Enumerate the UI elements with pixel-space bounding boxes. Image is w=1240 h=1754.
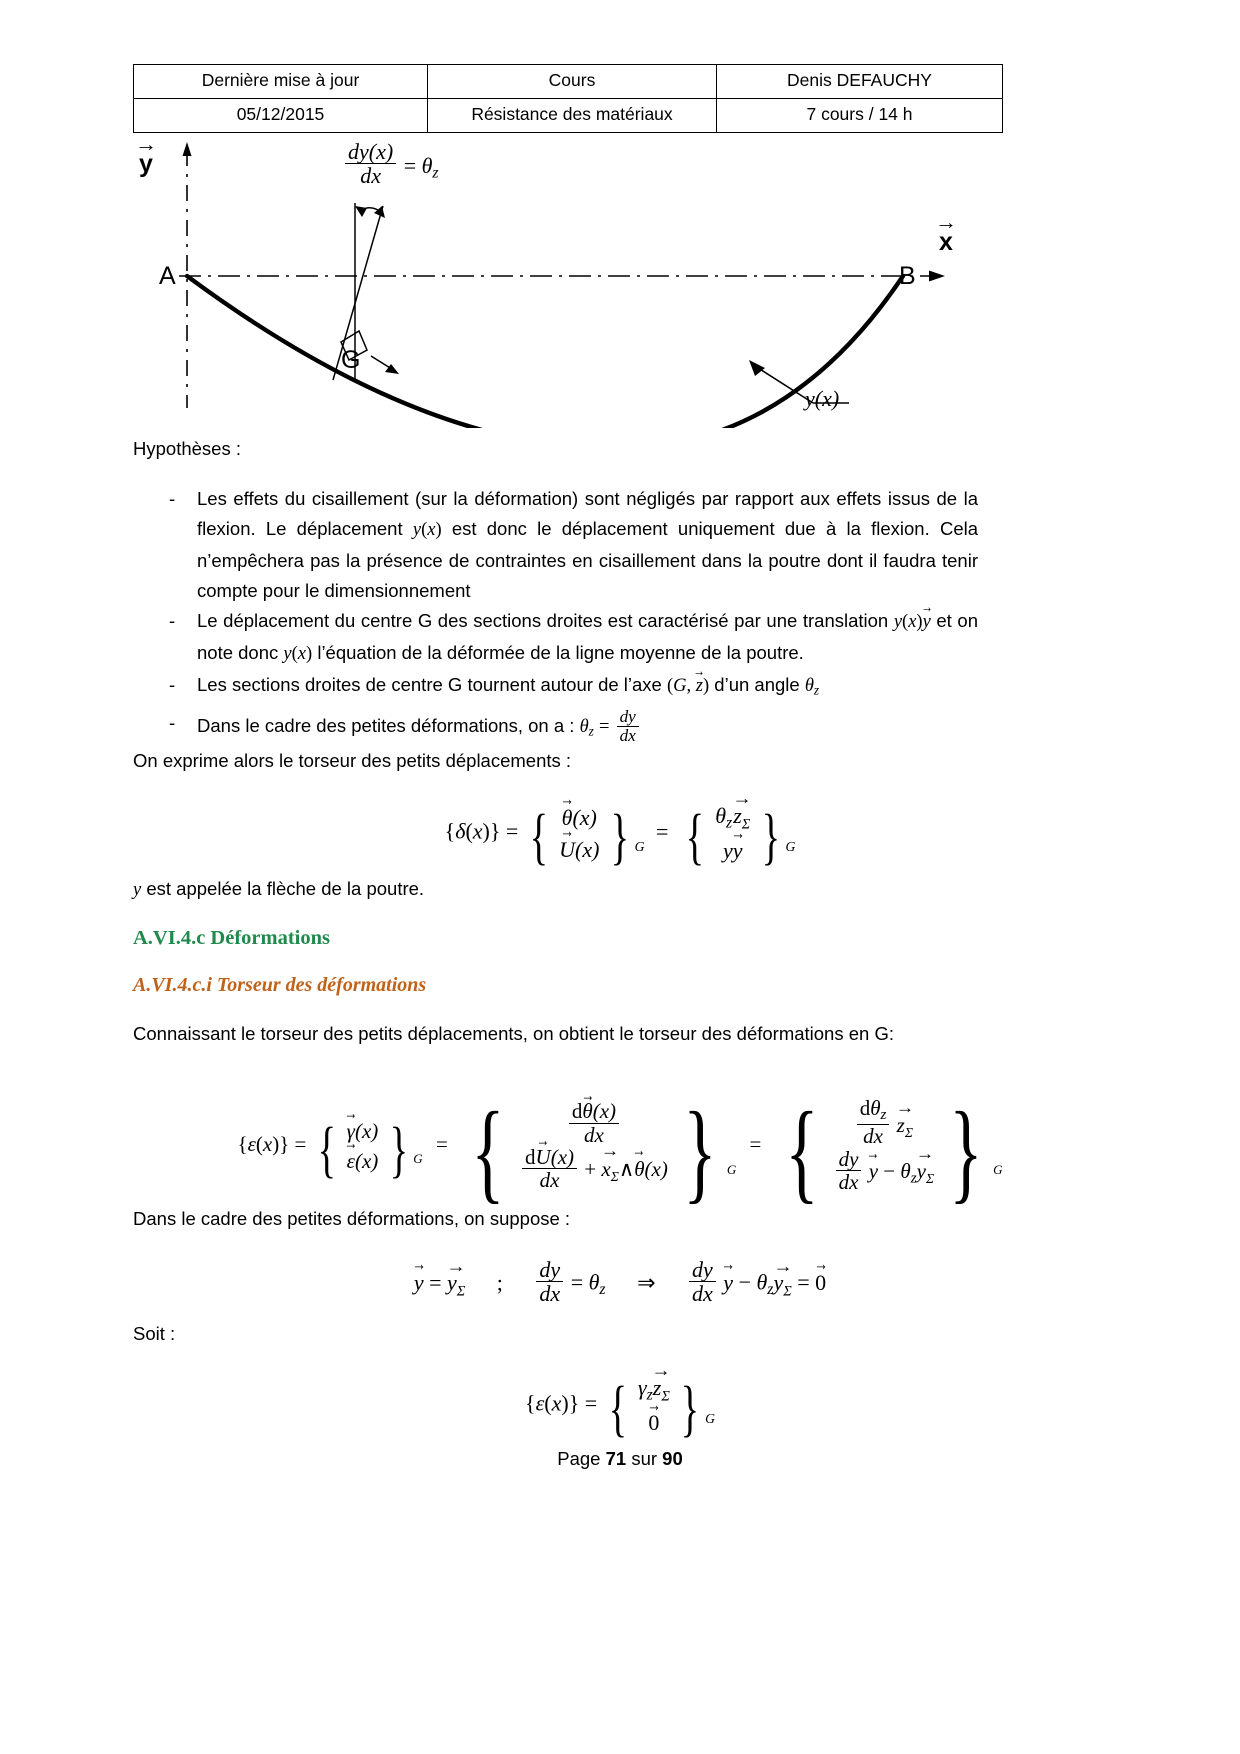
equation-final-torseur [0, 1372, 1240, 1445]
inline-math-equals-1: = [598, 716, 610, 737]
eq1-subscript-G-2: G [785, 838, 796, 854]
eq3-frac-1: $\frac{dy}{dx}$ [536, 1258, 563, 1305]
paragraph-fleche-symbol: y [133, 880, 142, 900]
slope-formula-equals: = [403, 153, 417, 179]
list-bullet-dash: - [169, 609, 176, 631]
eq1-lhs: {δ(x)} = [444, 818, 519, 844]
paragraph-connaissant-text: Connaissant le torseur des petits déplacements, on obtient le torseur des déformations en G: [133, 1023, 894, 1044]
eq1-open-brace-2: { [685, 803, 705, 872]
inline-math-paren-2: ) [435, 519, 442, 540]
eq2-stack-3 [834, 1097, 934, 1195]
eq2-stack-1-bottom: ε →(x) [347, 1146, 379, 1176]
paragraph-fleche [133, 880, 978, 900]
equation-torseur-deformations [0, 1088, 1240, 1217]
eq4-stack-top: $\gamma_zz_\Sigma$ → [638, 1372, 670, 1407]
eq4-stack [638, 1372, 670, 1439]
list-item [133, 670, 978, 702]
header-cell-date: 05/12/2015 [134, 98, 428, 132]
eq1-close-brace-2: } [761, 803, 780, 872]
footer-prefix: Page [557, 1448, 606, 1469]
inline-math-axis: ( [666, 675, 674, 696]
inline-vector-y-1: y → [923, 608, 931, 638]
inline-vector-z-1: z → [696, 672, 703, 702]
eq2-open-brace-3: { [784, 1090, 819, 1214]
x-axis-arrowhead [929, 271, 945, 282]
eq1-open-brace-1: { [529, 803, 548, 872]
eq2-stack-2-bottom: $\frac{dU \to(x)}{dx}$ + $x_\Sigma$ →∧θ →(x) [520, 1146, 668, 1192]
eq1-stack-1 [559, 802, 599, 866]
paragraph-dans-cadre-text: Dans le cadre des petites déformations, on suppose : [133, 1208, 571, 1229]
eq2-close-brace-3: } [949, 1090, 983, 1214]
inline-math-paren-1: ( [421, 519, 428, 540]
bullet-1-text: Les effets du cisaillement (sur la déformation) sont négligés par rapport aux effets issus de la flexion. Le déplacement y(x) est donc le déplacement uniquement due à la flexion. Cela n’empêchera pas la présence de contraintes en cisaillement dans la poutre dont il faudra tenir compte pour le dimensionnement [197, 488, 979, 601]
paragraph-torseur-intro [133, 752, 978, 771]
eq3-theta-sub: z [599, 1281, 606, 1299]
eq4-close-brace: } [680, 1375, 700, 1444]
eq2-stack-2-top: $\frac{d\theta \to(x)}{dx}$ [520, 1100, 668, 1145]
paragraph-soit [133, 1325, 978, 1344]
eq2-stack-2 [520, 1100, 668, 1191]
slope-formula-numerator: dy(x) [348, 139, 394, 164]
eq1-stack-2 [715, 800, 750, 867]
slope-formula-theta-sub: z [432, 164, 439, 182]
inline-math-theta-sub-1: z [813, 682, 820, 698]
footer-page-number: 71 [605, 1448, 627, 1469]
heading-deformations: A.VI.4.c Déformations [133, 927, 330, 949]
beam-diagram-svg [133, 128, 975, 428]
eq1-subscript-G-1: G [634, 838, 645, 854]
inline-math-x-1: x [427, 519, 436, 540]
inline-math-yx-1: y [412, 519, 422, 540]
eq2-open-brace-2: { [471, 1090, 505, 1214]
eq2-stack-3-bottom: $\frac{dy}{dx}$ y → − $\theta_zy_\Sigma$ → [834, 1148, 934, 1195]
eq3-semicolon: ; [496, 1269, 503, 1295]
hypotheses-list [133, 484, 978, 745]
header-table-row-1 [134, 65, 1003, 99]
inline-math-yx-2: y [893, 611, 903, 632]
eq2-subscript-G-2: G [726, 1162, 737, 1178]
slope-formula-denominator: dx [345, 163, 396, 187]
eq3-theta-sub-2: z [767, 1281, 774, 1299]
bullet-4-text: Dans le cadre des petites déformations, on a : $\theta_z$ = $\frac{dy}{dx}$ [197, 715, 641, 736]
eq1-stack-2-bottom: yy → [715, 835, 750, 867]
header-cell-course-label: Cours [428, 65, 717, 99]
header-cell-duration: 7 cours / 14 h [717, 98, 1003, 132]
list-bullet-dash: - [169, 673, 176, 695]
list-bullet-dash: - [169, 711, 176, 733]
inline-fraction-dydx-1: $\frac{dy}{dx}$ [617, 708, 639, 745]
y-axis-arrowhead [183, 142, 192, 156]
point-a-label: A [159, 262, 176, 290]
eq2-subscript-G-3: G [993, 1162, 1003, 1178]
page-footer [0, 1448, 1240, 1470]
point-g-label: G [341, 346, 361, 374]
eq2-lhs: {ε(x)} = [237, 1131, 307, 1156]
list-bullet-dash: - [169, 488, 176, 509]
point-b-label: B [899, 262, 916, 290]
eq2-equals-2: = [749, 1131, 762, 1156]
bullet-2-text: Le déplacement du centre G des sections droites est caractérisé par une translation y(x)y → et on note donc y(x) l’équation de la déformée de la ligne moyenne de la poutre. [197, 610, 978, 663]
eq4-stack-bottom: 0 → [638, 1407, 670, 1439]
eq3-equals-2: = [797, 1269, 810, 1295]
inline-math-yx-3: y [283, 643, 292, 664]
paragraph-fleche-text [133, 880, 978, 900]
curve-label [805, 386, 839, 412]
eq1-stack-1-top: θ →(x) [559, 802, 599, 834]
eq3-zero-vector: 0 → [815, 1270, 826, 1296]
paragraph-connaissant [133, 1025, 978, 1044]
eq2-stack-3-top: $\frac{d\theta_z}{dx}$ $z_\Sigma$ → [834, 1097, 934, 1148]
eq2-subscript-G-1: G [413, 1150, 423, 1166]
eq1-stack-2-top: $\theta_zz_\Sigma$ → [715, 800, 750, 835]
eq3-frac-2: $\frac{dy}{dx}$ [689, 1258, 716, 1305]
paragraph-torseur-intro-text: On exprime alors le torseur des petits déplacements : [133, 750, 572, 771]
eq3-part1: y → = $y_\Sigma$ → [414, 1270, 465, 1295]
deflected-beam-curve [187, 276, 903, 428]
equation-small-deformations [0, 1258, 1240, 1305]
eq4-subscript-G: G [705, 1410, 715, 1426]
eq3-vector-y: y → [723, 1270, 733, 1296]
curve-label-text: y(x) [805, 386, 840, 411]
eq4-open-brace: { [608, 1375, 627, 1444]
eq1-close-brace-1: } [610, 803, 630, 872]
eq3-implies-arrow: ⇒ [637, 1269, 656, 1295]
heading-torseur-deformations: A.VI.4.c.i Torseur des déformations [133, 974, 427, 996]
inline-math-theta-2: θ [579, 716, 589, 737]
slope-formula-fraction [345, 140, 396, 187]
header-cell-subject: Résistance des matériaux [428, 98, 717, 132]
beam-deflection-figure [133, 128, 975, 428]
footer-total-pages: 90 [662, 1448, 683, 1469]
paragraph-dans-cadre [133, 1210, 978, 1229]
hypotheses-title: Hypothèses : [133, 438, 241, 459]
x-axis-label-text: x → [939, 228, 953, 257]
curve-label-arrowhead [749, 360, 765, 376]
y-axis-label [139, 150, 153, 179]
eq1-stack-1-bottom: U →(x) [559, 834, 599, 866]
eq3-vector-y-sigma: $y_\Sigma$ → [773, 1270, 791, 1300]
slope-formula [343, 140, 439, 187]
hypotheses-section [133, 440, 978, 459]
eq2-stack-1 [347, 1116, 379, 1177]
equation-torseur-deplacements [0, 800, 1240, 873]
header-cell-last-update-label: Dernière mise à jour [134, 65, 428, 99]
eq3-equals: = [570, 1269, 584, 1295]
list-item [133, 484, 978, 606]
header-table [133, 64, 1003, 133]
eq2-equals-1: = [435, 1131, 448, 1156]
list-item [133, 606, 978, 670]
inline-math-theta-sub-2: z [588, 723, 594, 739]
bullet-3-text: Les sections droites de centre G tournent autour de l’axe (G, z →) d’un angle $\theta_z$ [197, 674, 819, 695]
inline-math-theta-1: θ [804, 675, 814, 696]
eq2-close-brace-1: } [389, 1115, 408, 1184]
x-axis-label [939, 228, 953, 257]
footer-middle: sur [626, 1448, 663, 1469]
paragraph-soit-text: Soit : [133, 1323, 176, 1344]
slope-formula-theta: θ [421, 153, 433, 179]
eq3-theta-2: θ [756, 1269, 768, 1295]
eq2-close-brace-2: } [683, 1090, 717, 1214]
eq1-equals: = [656, 818, 669, 844]
y-axis-label-text: y → [139, 150, 153, 179]
hypotheses-list-wrapper [133, 484, 978, 745]
list-item [133, 708, 978, 745]
paragraph-fleche-rest: est appelée la flèche de la poutre. [141, 878, 425, 899]
eq2-open-brace-1: { [317, 1115, 336, 1184]
eq4-lhs: {ε(x)} = [525, 1390, 598, 1416]
header-cell-author: Denis DEFAUCHY [717, 65, 1003, 99]
eq3-minus: − [738, 1269, 751, 1295]
eq3-theta: θ [588, 1269, 600, 1295]
eq2-stack-1-top: γ →(x) [347, 1116, 379, 1146]
